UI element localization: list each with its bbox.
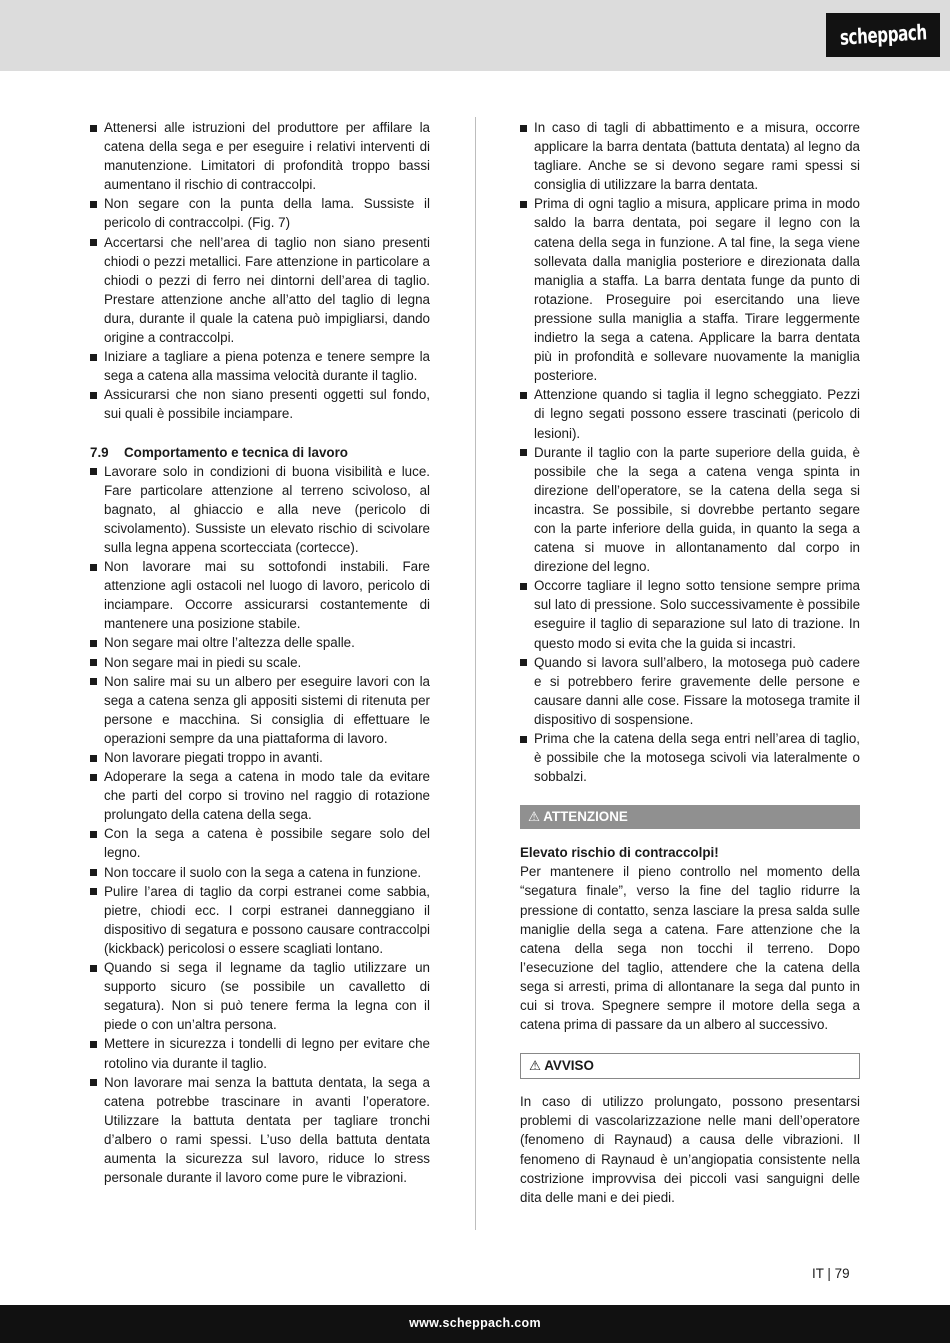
page-lang: IT	[812, 1266, 824, 1281]
list-item: Mettere in sicurezza i tondelli di legno per evitare che rotolino via durante il taglio.	[90, 1034, 430, 1072]
list-item: Attenzione quando si taglia il legno scheggiato. Pezzi di legno segati possono essere trascinati (pericolo di lesioni).	[520, 385, 860, 442]
footer-bar	[0, 1305, 950, 1343]
section-heading	[90, 443, 430, 462]
list-item: Con la sega a catena è possibile segare solo del legno.	[90, 824, 430, 862]
list-item: Lavorare solo in condizioni di buona visibilità e luce. Fare particolare attenzione al terreno scivoloso, al bagnato, al ghiaccio e alla neve (pericolo di scivolamento). Sussiste un elevato rischio di scivolare sulla legna appena scortecciata (cortecce).	[90, 462, 430, 557]
brand-name: scheppach	[839, 20, 927, 50]
header-bar	[0, 0, 950, 71]
list-item: Occorre tagliare il legno sotto tensione sempre prima sul lato di pressione. Solo successivamente è possibile eseguire il taglio di separazione sul lato di trazione. In questo modo si evita che la guida si incastri.	[520, 576, 860, 652]
list-item: Non lavorare piegati troppo in avanti.	[90, 748, 430, 767]
list-item: Attenersi alle istruzioni del produttore per affilare la catena della sega e per eseguire i relativi interventi di manutenzione. Limitatori di profondità troppo bassi aumentano il rischio di contraccolpi.	[90, 118, 430, 194]
column-divider	[475, 117, 476, 1230]
list-item: Iniziare a tagliare a piena potenza e tenere sempre la sega a catena alla massima velocità durante il taglio.	[90, 347, 430, 385]
list-item: Quando si sega il legname da taglio utilizzare un supporto sicuro (se possibile un cavalletto di segatura). Non si può tenere ferma la legna con il piede o con un’altra persona.	[90, 958, 430, 1034]
list-item: Durante il taglio con la parte superiore della guida, è possibile che la sega a catena venga spinta in direzione dell’operatore, se la catena della sega si incastra. Se possibile, si dovrebbe pertanto segare con la parte inferiore della guida, in quanto la sega a catena si muove in allontanamento dal corpo in direzione del legno.	[520, 443, 860, 577]
list-item: Assicurarsi che non siano presenti oggetti sul fondo, sui quali è possibile inciampare.	[90, 385, 430, 423]
notice-text: In caso di utilizzo prolungato, possono presentarsi problemi di vascolarizzazione nelle mani dell’operatore (fenomeno di Raynaud) a causa delle vibrazioni. Il fenomeno di Raynaud è un’angiopatia consistente nella costrizione improvvisa dei piccoli vasi sanguigni delle dita delle mani e dei piedi.	[520, 1094, 860, 1205]
section-bullet-list	[90, 462, 430, 1188]
list-item: Pulire l’area di taglio da corpi estranei come sabbia, pietre, chiodi ecc. I corpi estranei danneggiano il dispositivo di segatura e possono causare contraccolpi (kickback) pericolosi o essere scagliati lontano.	[90, 882, 430, 958]
notice-label: AVVISO	[544, 1058, 594, 1074]
list-item: Non segare mai oltre l’altezza delle spalle.	[90, 633, 430, 652]
warning-triangle-icon: ⚠	[528, 809, 541, 825]
page-number-value: 79	[834, 1266, 850, 1281]
section-number: 7.9	[90, 444, 109, 460]
section-title: Comportamento e tecnica di lavoro	[124, 444, 348, 460]
attention-text: Per mantenere il pieno controllo nel momento della “segatura finale”, verso la fine del taglio ridurre la pressione di contatto, senza lasciare la presa salda sulle maniglie della sega a catena. Fare attenzione che la catena della sega non tocchi il terreno. Dopo l’esecuzione del taglio, attendere che la catena della sega si arresti, prima di allontanare la sega dal punto in cui si trova. Spegnere sempre il motore della sega a catena prima di passare da un albero al successivo.	[520, 864, 860, 1033]
warning-triangle-icon: ⚠	[529, 1058, 542, 1074]
list-item: Non segare con la punta della lama. Sussiste il pericolo di contraccolpi. (Fig. 7)	[90, 194, 430, 232]
page-number	[812, 1264, 850, 1283]
right-bullet-list	[520, 118, 860, 786]
list-item: Non salire mai su un albero per eseguire lavori con la sega a catena senza gli appositi sistemi di ritenuta per persone e macchina. Si consiglia di effettuare le operazioni sempre da una piattaforma di lavoro.	[90, 672, 430, 748]
list-item: Non lavorare mai senza la battuta dentata, la sega a catena potrebbe trascinare in avanti l’operatore. Utilizzare la battuta dentata per tagliare tronchi d’albero o rami spessi. L’uso della battuta dentata aumenta la sicurezza sul lavoro, riduce lo stress personale durante il lavoro come pure le vibrazioni.	[90, 1073, 430, 1188]
notice-box	[520, 1053, 860, 1079]
list-item: Adoperare la sega a catena in modo tale da evitare che parti del corpo si trovino nel raggio di rotazione prolungato della catena della sega.	[90, 767, 430, 824]
list-item: Non lavorare mai su sottofondi instabili. Fare attenzione agli ostacoli nel luogo di lavoro, pericolo di inciampare. Occorre assicurarsi costantemente di mantenere una posizione stabile.	[90, 557, 430, 633]
attention-label: ATTENZIONE	[543, 809, 628, 825]
list-item: In caso di tagli di abbattimento e a misura, occorre applicare la barra dentata (battuta dentata) al legno da tagliare. Anche se si devono segare rami spessi si consiglia di utilizzare la barra dentata.	[520, 118, 860, 194]
footer-url[interactable]: www.scheppach.com	[409, 1316, 541, 1330]
attention-box	[520, 805, 860, 829]
left-column	[90, 118, 430, 1187]
attention-subtitle: Elevato rischio di contraccolpi!	[520, 845, 719, 861]
list-item: Accertarsi che nell’area di taglio non siano presenti chiodi o pezzi metallici. Fare attenzione in particolare a chiodi o pezzi di ferro nei dintorni dell’area di taglio. Prestare attenzione anche all’atto del taglio di legna dura, durante il quale la catena può impigliarsi, dando origine a contraccolpi.	[90, 233, 430, 348]
page-separator: |	[827, 1266, 831, 1281]
list-item: Prima di ogni taglio a misura, applicare prima in modo saldo la barra dentata, poi segare il legno con la catena della sega in funzione. A tal fine, la sega viene sollevata dalla maniglia posteriore e direzionata dalla maniglia a staffa. La barra dentata funge da punto di rotazione. Proseguire poi esercitando una lieve pressione sulla maniglia a staffa. Tirare leggermente indietro la sega a catena. Applicare la barra dentata più in profondità e sollevare nuovamente la maniglia posteriore.	[520, 194, 860, 385]
brand-logo	[826, 13, 940, 57]
list-item: Prima che la catena della sega entri nell’area di taglio, è possibile che la motosega scivoli via lateralmente o sobbalzi.	[520, 729, 860, 786]
right-column	[520, 118, 860, 1207]
list-item: Non segare mai in piedi su scale.	[90, 653, 430, 672]
left-bullet-list	[90, 118, 430, 424]
list-item: Non toccare il suolo con la sega a catena in funzione.	[90, 863, 430, 882]
list-item: Quando si lavora sull’albero, la motosega può cadere e si potrebbero ferire gravemente delle persone e causare danni alle cose. Fissare la motosega tramite il dispositivo di sospensione.	[520, 653, 860, 729]
